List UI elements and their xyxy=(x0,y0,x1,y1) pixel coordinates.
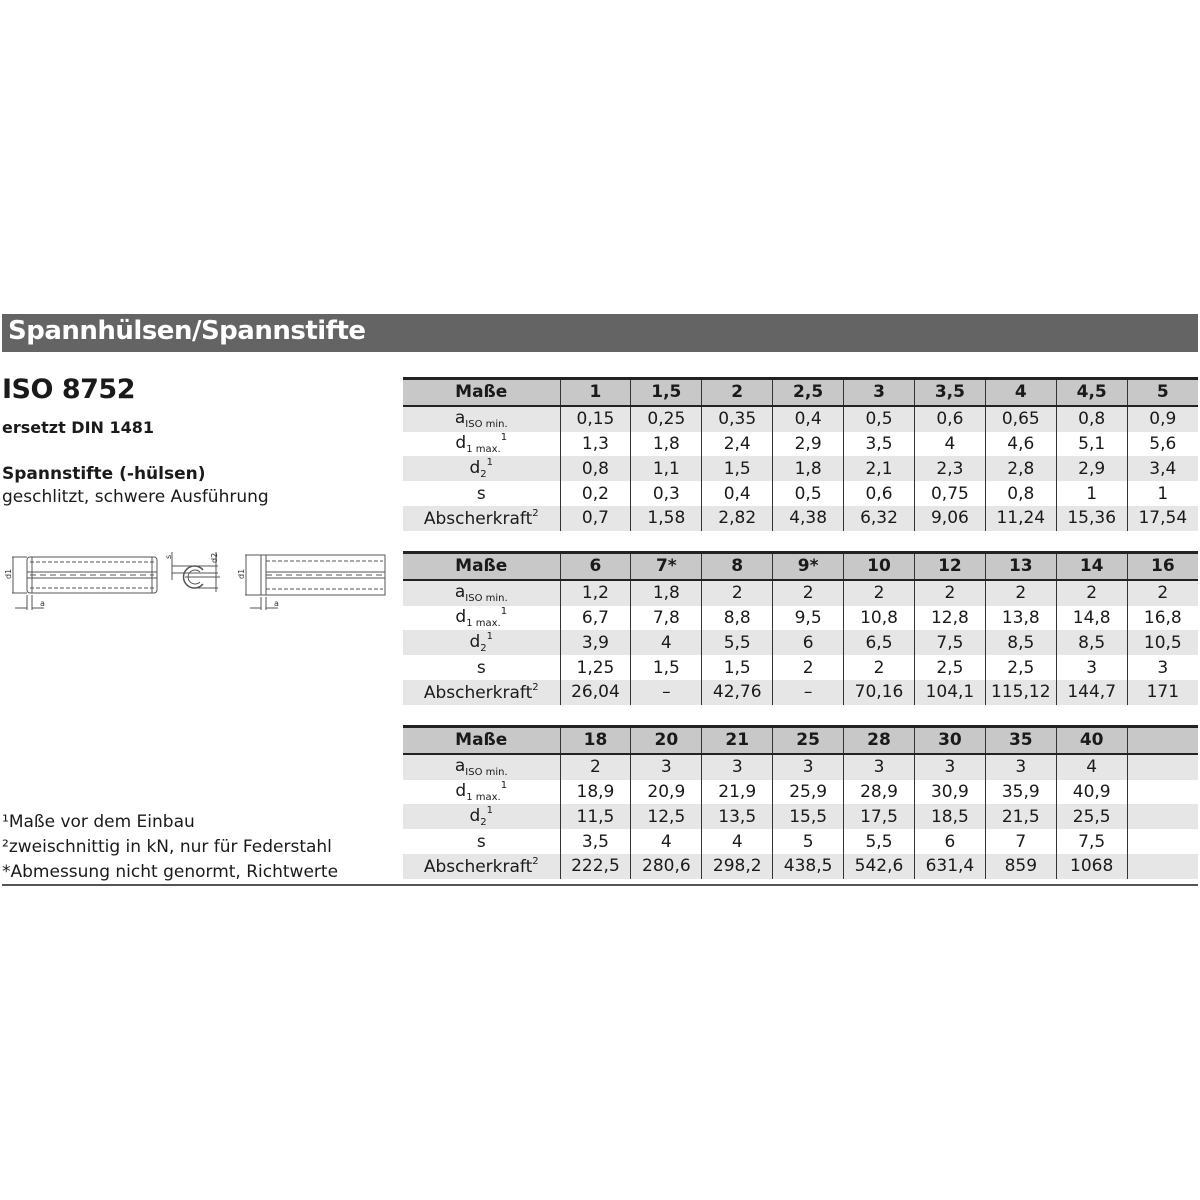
svg-text:d2: d2 xyxy=(210,552,219,563)
size-col: 1 xyxy=(560,379,631,406)
table-row: s 0,2 0,3 0,4 0,5 0,6 0,75 0,8 1 1 xyxy=(403,481,1198,506)
size-col: 4,5 xyxy=(1056,379,1127,406)
svg-text:a: a xyxy=(40,599,45,608)
table-row: Abscherkraft$^2$ 0,7 1,58 2,82 4,38 6,32 9,06 11,24 15,36 17,54 xyxy=(403,506,1198,531)
section-title-bar xyxy=(2,314,1198,352)
standard-number: ISO 8752 xyxy=(2,374,135,405)
row-label-a: $a_{ISO min.}$ xyxy=(403,406,560,432)
replaces-standard: ersetzt DIN 1481 xyxy=(2,418,155,437)
size-col: 8 xyxy=(702,553,773,580)
row-label-s: s xyxy=(403,481,560,506)
header-masse: Maße xyxy=(403,727,560,754)
size-col: 7* xyxy=(631,553,702,580)
size-col: 3 xyxy=(844,379,915,406)
pin-side-view-icon xyxy=(12,557,157,610)
svg-text:d1: d1 xyxy=(4,568,13,579)
table-row: $d_2^1$ 11,5 12,5 13,5 15,5 17,5 18,5 21,5 25,5 xyxy=(403,804,1198,829)
size-col: 30 xyxy=(914,727,985,754)
pin-side-view-2-icon xyxy=(245,555,385,610)
row-label-a: $a_{ISO min.}$ xyxy=(403,580,560,606)
svg-text:d1: d1 xyxy=(237,568,246,579)
row-label-s: s xyxy=(403,829,560,854)
table-row: Abscherkraft$^2$ 222,5 280,6 298,2 438,5 542,6 631,4 859 1068 xyxy=(403,854,1198,879)
table-row: $a_{ISO min.}$ 0,15 0,25 0,35 0,4 0,5 0,6 0,65 0,8 0,9 xyxy=(403,406,1198,432)
size-col: 18 xyxy=(560,727,631,754)
size-col: 14 xyxy=(1056,553,1127,580)
product-description: geschlitzt, schwere Ausführung xyxy=(2,487,269,507)
size-col: 1,5 xyxy=(631,379,702,406)
table-header-row xyxy=(403,553,1198,580)
row-label-abscherkraft: Abscherkraft$^2$ xyxy=(403,680,560,705)
size-col: 28 xyxy=(844,727,915,754)
size-col: 2,5 xyxy=(773,379,844,406)
footnotes xyxy=(2,810,338,885)
row-label-abscherkraft: Abscherkraft$^2$ xyxy=(403,506,560,531)
size-col: 40 xyxy=(1056,727,1127,754)
table-row: s 1,25 1,5 1,5 2 2 2,5 2,5 3 3 xyxy=(403,655,1198,680)
size-col: 2 xyxy=(702,379,773,406)
footnote-3: *Abmessung nicht genormt, Richtwerte xyxy=(2,862,339,882)
size-col: 20 xyxy=(631,727,702,754)
spec-table-2 xyxy=(403,551,1198,705)
spec-table-3 xyxy=(403,725,1198,879)
product-subtitle: Spannstifte (-hülsen) xyxy=(2,464,206,484)
row-label-d1: $d_{1 max.}^1$ xyxy=(403,432,560,457)
row-label-d2: $d_2^1$ xyxy=(403,630,560,655)
table-row: $d_2^1$ 3,9 4 5,5 6 6,5 7,5 8,5 8,5 10,5 xyxy=(403,630,1198,655)
bottom-divider xyxy=(2,884,1198,886)
size-col-empty xyxy=(1127,727,1198,754)
table-header-row xyxy=(403,727,1198,754)
svg-text:s: s xyxy=(164,554,173,559)
technical-drawing xyxy=(0,540,400,615)
size-col: 6 xyxy=(560,553,631,580)
size-col: 4 xyxy=(985,379,1056,406)
row-label-d2: $d_2^1$ xyxy=(403,804,560,829)
table-row: $a_{ISO min.}$ 2 3 3 3 3 3 3 4 xyxy=(403,754,1198,780)
row-label-d2: $d_2^1$ xyxy=(403,456,560,481)
row-label-s: s xyxy=(403,655,560,680)
size-col: 21 xyxy=(702,727,773,754)
table-row: $d_{1 max.}^1$ 6,7 7,8 8,8 9,5 10,8 12,8 13,8 14,8 16,8 xyxy=(403,606,1198,631)
table-header-row xyxy=(403,379,1198,406)
size-col: 5 xyxy=(1127,379,1198,406)
row-label-d1: $d_{1 max.}^1$ xyxy=(403,780,560,805)
row-label-abscherkraft: Abscherkraft$^2$ xyxy=(403,854,560,879)
section-title: Spannhülsen/Spannstifte xyxy=(8,316,366,346)
size-col: 3,5 xyxy=(914,379,985,406)
footnote-1: ¹Maße vor dem Einbau xyxy=(2,812,195,832)
table-row: $d_{1 max.}^1$ 18,9 20,9 21,9 25,9 28,9 30,9 35,9 40,9 xyxy=(403,780,1198,805)
size-col: 12 xyxy=(914,553,985,580)
svg-text:a: a xyxy=(274,599,279,608)
size-col: 10 xyxy=(844,553,915,580)
size-col: 13 xyxy=(985,553,1056,580)
size-col: 9* xyxy=(773,553,844,580)
size-col: 16 xyxy=(1127,553,1198,580)
size-col: 35 xyxy=(985,727,1056,754)
table-row: Abscherkraft$^2$ 26,04 – 42,76 – 70,16 104,1 115,12 144,7 171 xyxy=(403,680,1198,705)
table-row: s 3,5 4 4 5 5,5 6 7 7,5 xyxy=(403,829,1198,854)
footnote-2: ²zweischnittig in kN, nur für Federstahl xyxy=(2,837,332,857)
table-row: $d_2^1$ 0,8 1,1 1,5 1,8 2,1 2,3 2,8 2,9 3,4 xyxy=(403,456,1198,481)
size-col: 25 xyxy=(773,727,844,754)
header-masse: Maße xyxy=(403,553,560,580)
spec-table-1 xyxy=(403,377,1198,531)
row-label-d1: $d_{1 max.}^1$ xyxy=(403,606,560,631)
row-label-a: $a_{ISO min.}$ xyxy=(403,754,560,780)
table-row: $d_{1 max.}^1$ 1,3 1,8 2,4 2,9 3,5 4 4,6 5,1 5,6 xyxy=(403,432,1198,457)
header-masse: Maße xyxy=(403,379,560,406)
table-row: $a_{ISO min.}$ 1,2 1,8 2 2 2 2 2 2 2 xyxy=(403,580,1198,606)
